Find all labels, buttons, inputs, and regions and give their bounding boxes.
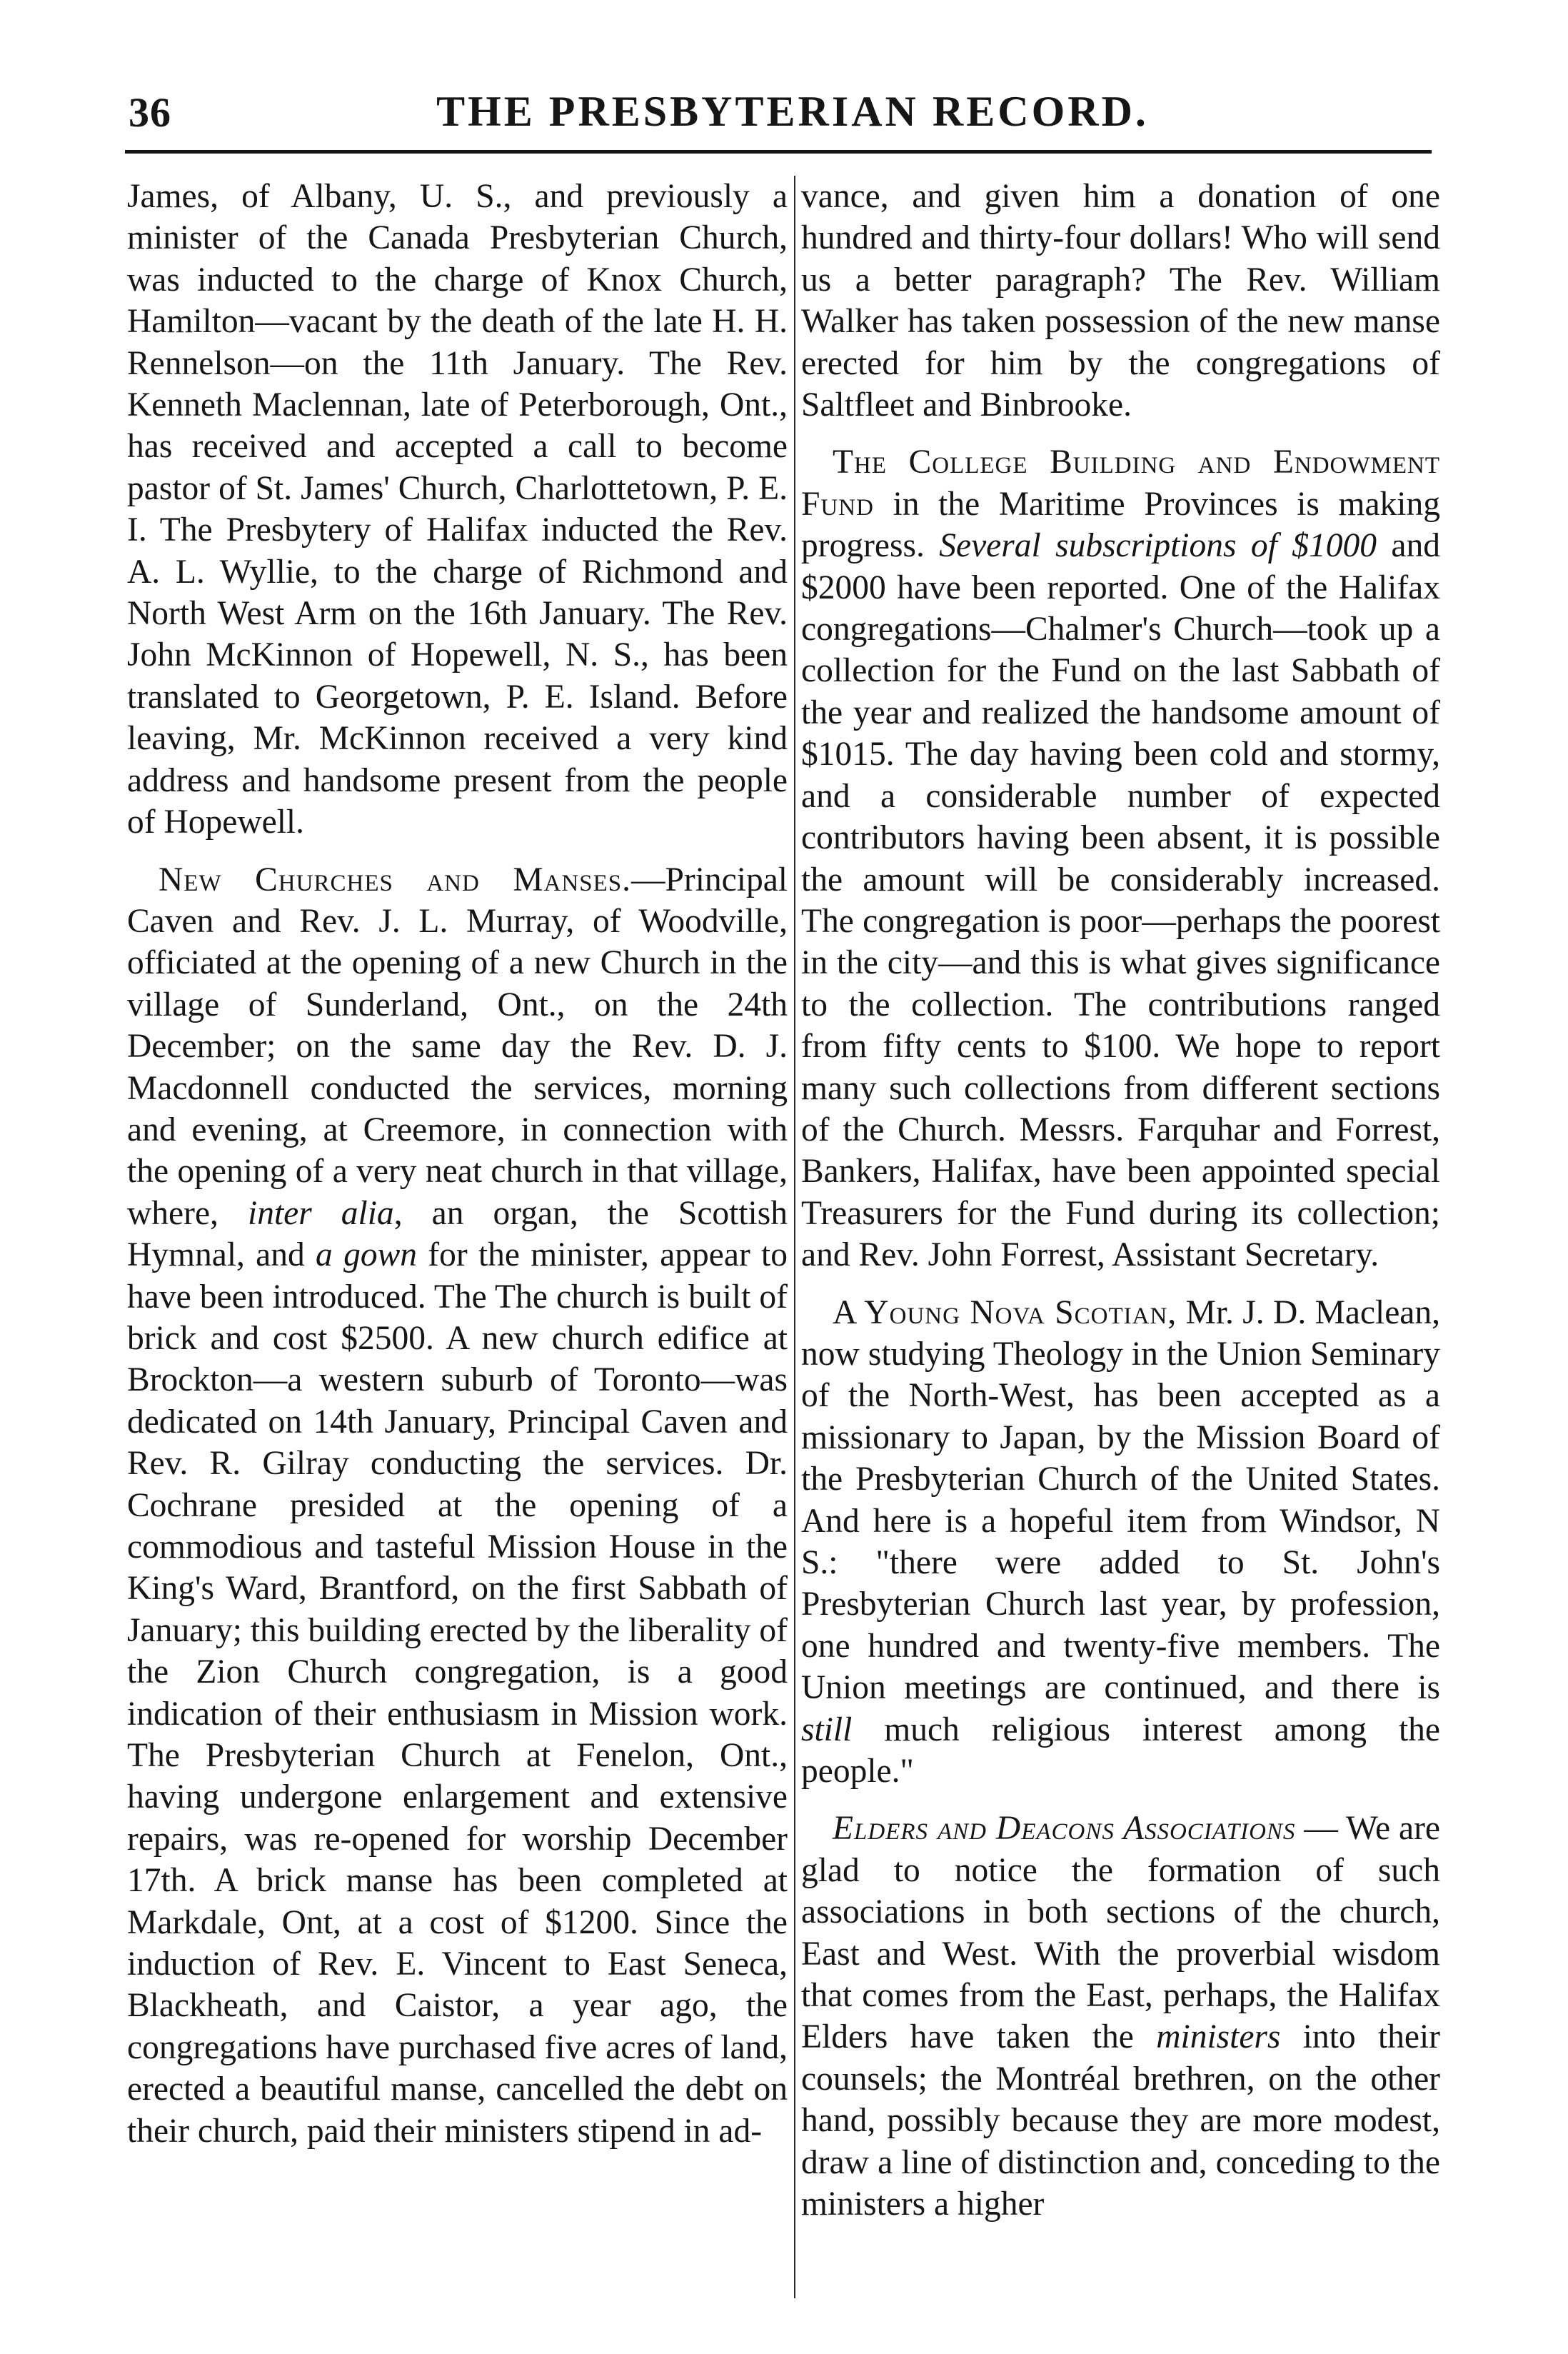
header-rule (125, 150, 1432, 154)
section-heading-new-churches: New Churches and Manses. (159, 861, 631, 898)
article-paragraph-college-fund: The College Building and Endowment Fund in the Maritime Provinces is making progress. Several subscriptions of $1000 and $2000 have been reported. One of the Halifax congregations—Chalmer's Church—took up a collection for the Fund on the last Sabbath of the year and realized the handsome amount of $1015. The day having been cold and stormy, and a considerable number of expected contributors having been absent, it is possible the amount will be considerably increased. The congregation is poor—perhaps the poorest in the city—and this is what gives significance to the collection. The contributions ranged from fifty cents to $100. We hope to report many such collections from different sections of the Church. Messrs. Farquhar and Forrest, Bankers, Halifax, have been appointed special Treasurers for the Fund during its collection; and Rev. John Forrest, Assistant Secretary. (801, 444, 1440, 1274)
running-title: THE PRESBYTERIAN RECORD. (436, 88, 1149, 135)
article-paragraph-nova-scotian: A Young Nova Scotian, Mr. J. D. Maclean, now studying Theology in the Union Seminary of the North-West, has been accepted as a missionary to Japan, by the Mission Board of the Presbyterian Church of the United States. And here is a hopeful item from Windsor, N S.: "there were added to St. John's Presbyterian Church last year, by profession, one hundred and twenty-five members. The Union meetings are continued, and there is still much religious interest among the people." (801, 1293, 1440, 1790)
article-paragraph-new-churches: New Churches and Manses.—Principal Caven and Rev. J. L. Murray, of Woodville, officiated at the opening of a new Church in the village of Sunderland, Ont., on the 24th December; on the same day the Rev. D. J. Macdonnell conducted the services, morning and evening, at Creemore, in connection with the opening of a very neat church in that village, where, inter alia, an organ, the Scottish Hymnal, and a gown for the minister, appear to have been introduced. The The church is built of brick and cost $2500. A new church edifice at Brockton—a western suburb of Toronto—was dedicated on 14th January, Principal Caven and Rev. R. Gilray conducting the services. Dr. Cochrane presided at the opening of a commodious and tasteful Mission House in the King's Ward, Brantford, on the first Sabbath of January; this building erected by the liberality of the Zion Church congregation, is a good indication of their enthusiasm in Mission work. The Presbyterian Church at Fenelon, Ont., having undergone enlargement and extensive repairs, was re-opened for worship December 17th. A brick manse has been completed at Markdale, Ont, at a cost of $1200. Since the induction of Rev. E. Vincent to East Seneca, Blackheath, and Caistor, a year ago, the congregations have purchased five acres of land, erected a beautiful manse, cancelled the debt on their church, paid their ministers stipend in ad- (127, 861, 788, 2150)
article-paragraph-elders-deacons: Elders and Deacons Associations — We are glad to notice the formation of such associations in both sections of the church, East and West. With the proverbial wisdom that comes from the East, perhaps, the Halifax Elders have taken the ministers into their counsels; the Montréal brethren, on the other hand, possibly because they are more modest, draw a line of distinction and, conceding to the ministers a higher (801, 1810, 1440, 2223)
article-paragraph-inductions: James, of Albany, U. S., and previously a minister of the Canada Presbyterian Church, was inducted to the charge of Knox Church, Hamilton—vacant by the death of the late H. H. Rennelson—on the 11th January. The Rev. Kenneth Maclennan, late of Peterborough, Ont., has received and accepted a call to become pastor of St. James' Church, Charlottetown, P. E. I. The Presbytery of Halifax inducted the Rev. A. L. Wyllie, to the charge of Richmond and North West Arm on the 16th January. The Rev. John McKinnon of Hopewell, N. S., has been translated to Georgetown, P. E. Island. Before leaving, Mr. McKinnon received a very kind address and handsome present from the people of Hopewell. (127, 178, 788, 841)
column-divider (794, 176, 795, 2298)
article-paragraph-continuation: vance, and given him a donation of one hundred and thirty-four dollars! Who will send us a better paragraph? The Rev. William Walker has taken possession of the new manse erected for him by the congregations of Saltfleet and Binbrooke. (801, 178, 1440, 424)
section-heading-nova-scotian: A Young Nova Scotian, (833, 1293, 1177, 1331)
section-heading-elders-deacons: Elders and Deacons Associations (833, 1810, 1296, 1848)
page-header (107, 84, 1478, 141)
page-number: 36 (129, 89, 171, 136)
section-heading-college-fund: The College Building and Endowment Fund (801, 444, 1440, 523)
right-column (801, 176, 1440, 2311)
left-column (127, 176, 788, 2311)
